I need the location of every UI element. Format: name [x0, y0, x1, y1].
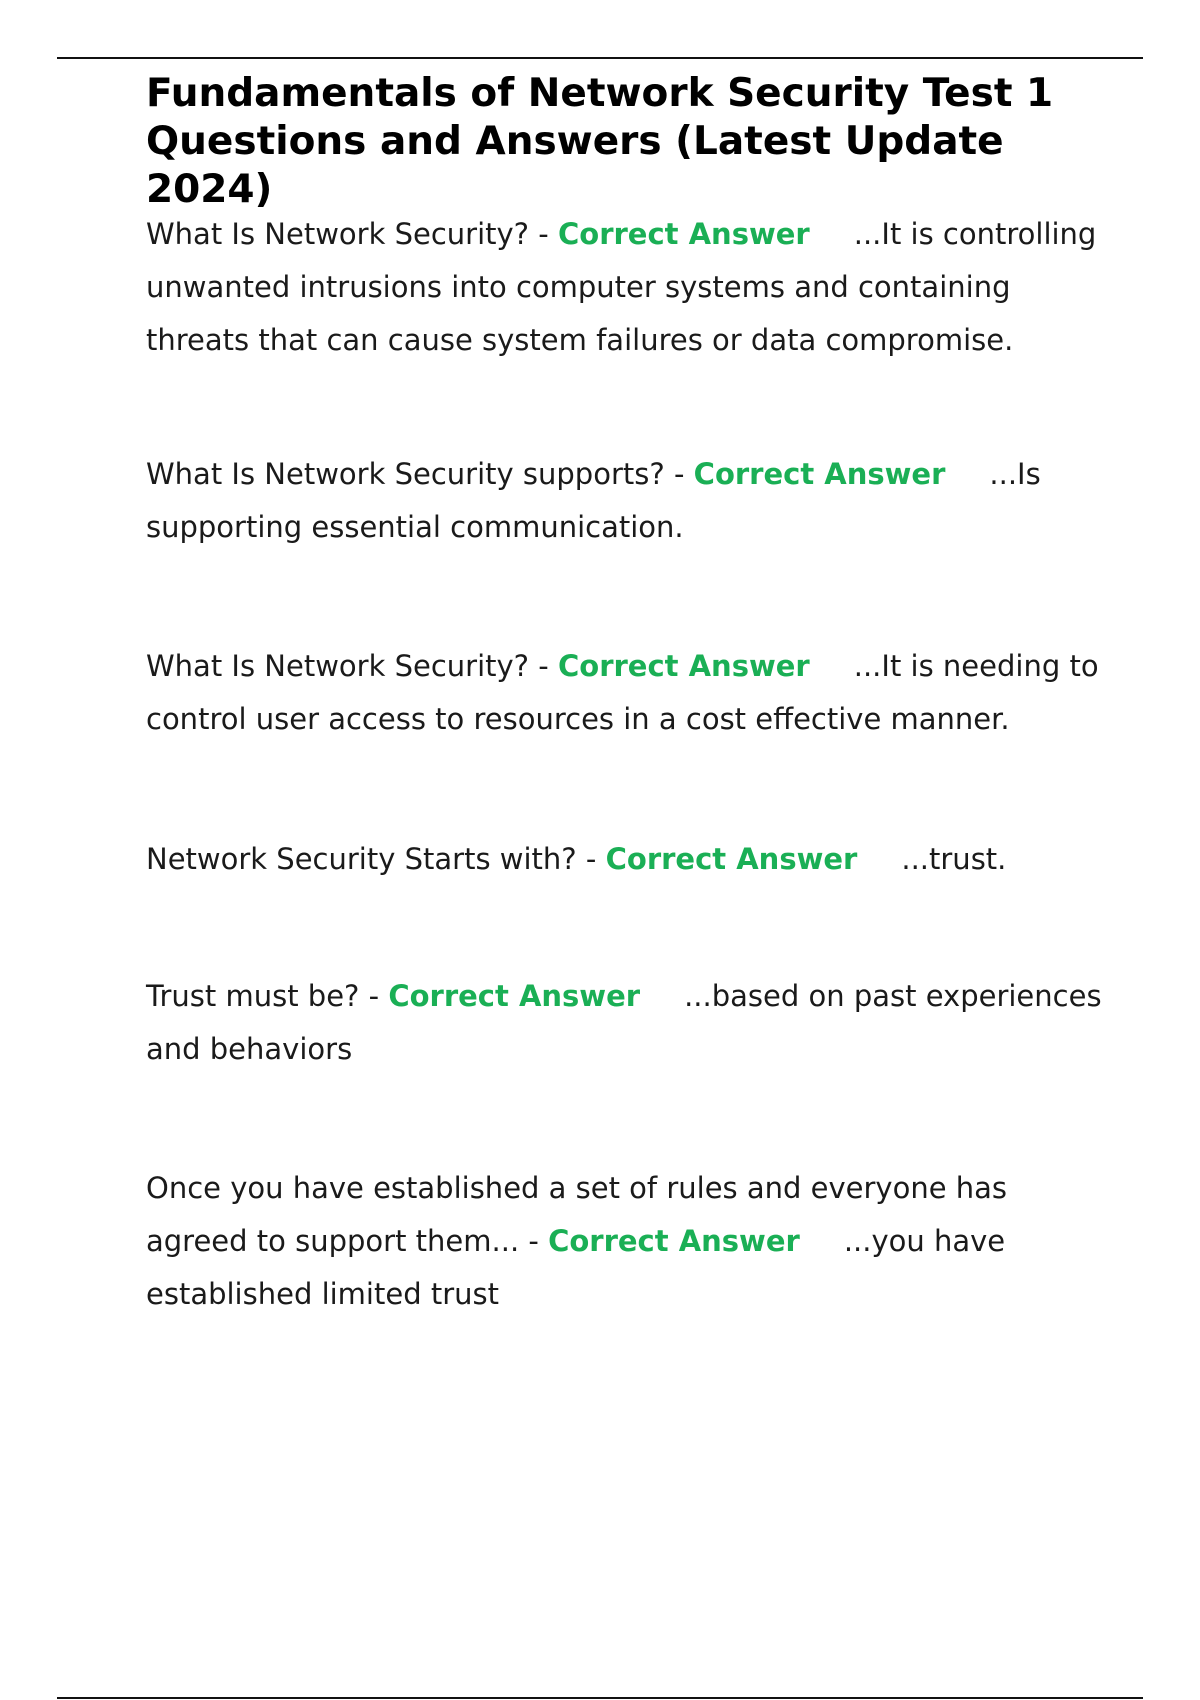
correct-answer-label: Correct Answer: [548, 1224, 800, 1258]
answer-text: ...trust.: [901, 842, 1007, 876]
question-text: Network Security Starts with? -: [146, 842, 606, 876]
question-text: What Is Network Security? -: [146, 649, 558, 683]
correct-answer-label: Correct Answer: [557, 217, 810, 251]
qa-item: [146, 448, 1106, 554]
answer-text: ...It is needing to control user access to resources in a cost effective manner.: [146, 649, 1099, 736]
document-page: [146, 70, 1106, 1321]
header-rule: [57, 57, 1143, 59]
correct-answer-label: Correct Answer: [557, 649, 810, 683]
qa-item: [146, 208, 1106, 367]
correct-answer-label: Correct Answer: [605, 842, 858, 876]
answer-text: ...It is controlling unwanted intrusions into computer systems and containing threats that can cause system failures or data compromise.: [146, 217, 1097, 357]
answer-text: ...based on past experiences and behaviors: [146, 979, 1102, 1066]
question-text: Once you have established a set of rules and everyone has agreed to support them... -: [146, 1171, 1008, 1258]
answer-text: ...you have established limited trust: [146, 1224, 1006, 1311]
qa-item: [146, 1162, 1106, 1321]
correct-answer-label: Correct Answer: [693, 457, 946, 491]
correct-answer-label: Correct Answer: [388, 979, 641, 1013]
question-text: What Is Network Security? -: [146, 217, 558, 251]
qa-item: [146, 970, 1106, 1076]
qa-item: [146, 640, 1106, 746]
answer-text: ...Is supporting essential communication.: [146, 457, 1041, 544]
qa-item: [146, 833, 1106, 886]
footer-rule: [57, 1697, 1143, 1699]
document-title: Fundamentals of Network Security Test 1 Questions and Answers (Latest Update 2024): [146, 71, 1054, 212]
question-text: What Is Network Security supports? -: [146, 457, 694, 491]
question-text: Trust must be? -: [146, 979, 389, 1013]
